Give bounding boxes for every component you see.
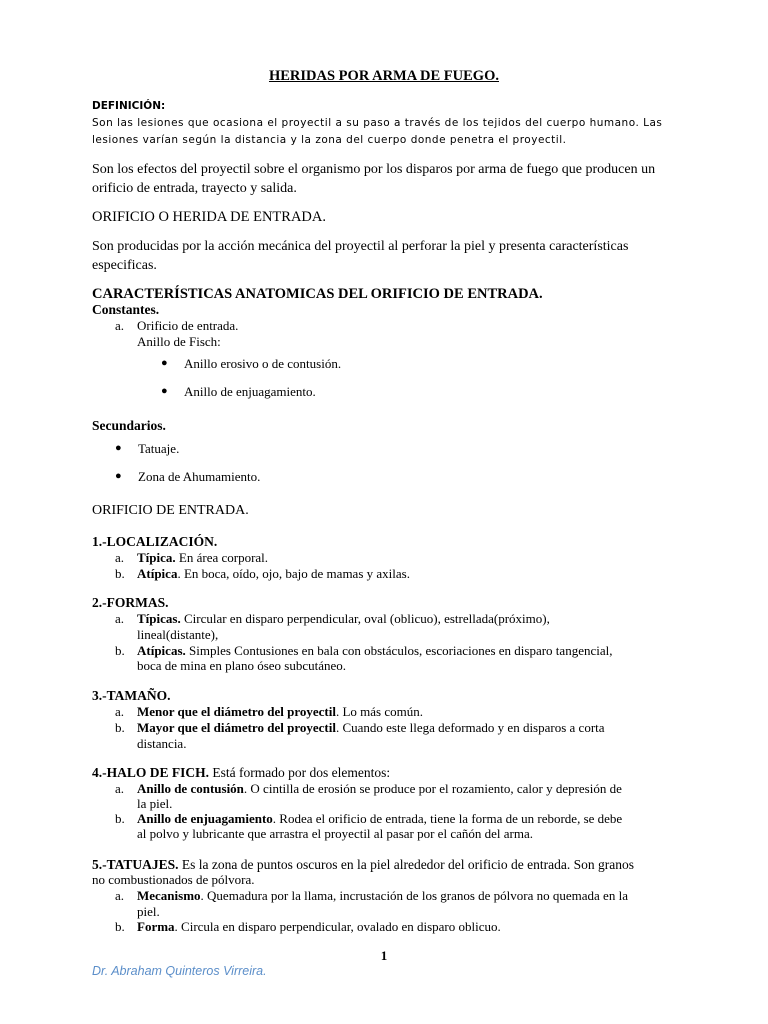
entrada-heading: ORIFICIO O HERIDA DE ENTRADA. [92,209,327,225]
formas-item-a-line2: lineal(distante), [137,627,219,642]
sub-bullet-2: Anillo de enjuagamiento. [184,384,316,399]
definition-line-1: Son las lesiones que ocasiona el proyectil a su paso a través de los tejidos del cuerpo humano. Las [92,117,663,129]
tamano-heading: 3.-TAMAÑO. [92,688,171,703]
bullet-icon: ● [115,470,122,482]
document-title: HERIDAS POR ARMA DE FUEGO. [268,68,499,84]
definition-line-2: lesiones varían según la distancia y la zona del cuerpo donde penetra el proyectil. [92,134,567,146]
item-letter: a. [115,611,125,626]
halo-item-a-line2: la piel. [137,796,173,811]
caracteristicas-heading: CARACTERÍSTICAS ANATOMICAS DEL ORIFICIO DE ENTRADA. [92,286,543,302]
constantes-item-a-line2: Anillo de Fisch: [137,334,221,349]
secundarios-bullet-1: Tatuaje. [138,441,180,456]
entrada-paragraph: Son producidas por la acción mecánica del proyectil al perforar la piel y presenta características especificas. [92,239,629,273]
halo-item-a-line1: Anillo de contusión. O cintilla de erosión se produce por el rozamiento, calor y depresión de [137,781,622,796]
item-letter: b. [115,811,125,826]
constantes-item-a-line1: Orificio de entrada. [137,318,239,333]
intro-paragraph: Son los efectos del proyectil sobre el organismo por los disparos por arma de fuego que producen un orificio de entrada, trayecto y salida. [92,162,656,196]
secundarios-bullet-2: Zona de Ahumamiento. [138,469,261,484]
tatuajes-heading: 5.-TATUAJES. Es la zona de puntos oscuros en la piel alrededor del orificio de entrada. Son granos [92,857,634,872]
item-letter: a. [115,781,125,796]
tamano-item-a: Menor que el diámetro del proyectil. Lo más común. [137,704,423,719]
localizacion-item-b: Atípica. En boca, oído, ojo, bajo de mamas y axilas. [137,566,410,581]
localizacion-item-a: Típica. En área corporal. [137,550,269,565]
constantes-label: Constantes. [92,302,160,317]
formas-item-b-line2: boca de mina en plano óseo subcutáneo. [137,658,347,673]
tatuajes-item-b: Forma. Circula en disparo perpendicular, ovalado en disparo oblicuo. [137,919,501,934]
orificio-heading: ORIFICIO DE ENTRADA. [92,503,249,518]
tatuajes-item-a-line1: Mecanismo. Quemadura por la llama, incrustación de los granos de pólvora no quemada en la [137,888,628,903]
halo-item-b-line1: Anillo de enjuagamiento. Rodea el orificio de entrada, tiene la forma de un reborde, se debe [137,811,623,826]
bullet-icon: ● [161,357,168,369]
tamano-item-b-line2: distancia. [137,736,187,751]
formas-item-b-line1: Atípicas. Simples Contusiones en bala con obstáculos, escoriaciones en disparo tangencial, [137,643,613,658]
item-letter: a. [115,550,125,565]
item-letter: b. [115,566,125,581]
localizacion-heading: 1.-LOCALIZACIÓN. [92,534,218,549]
formas-item-a-line1: Típicas. Circular en disparo perpendicular, oval (oblicuo), estrellada(próximo), [137,611,550,626]
secundarios-label: Secundarios. [92,418,166,433]
tatuajes-item-a-line2: piel. [137,904,160,919]
item-letter: a. [115,888,125,903]
formas-heading: 2.-FORMAS. [92,595,169,610]
item-letter: a. [115,318,125,333]
halo-item-b-line2: al polvo y lubricante que arrastra el proyectil al pasar por el cañón del arma. [137,826,533,841]
sub-bullet-1: Anillo erosivo o de contusión. [184,356,342,371]
tatuajes-heading-line2: no combustionados de pólvora. [92,872,255,887]
page-number: 1 [380,948,388,963]
bullet-icon: ● [161,385,168,397]
tamano-item-b-line1: Mayor que el diámetro del proyectil. Cuando este llega deformado y en disparos a corta [137,720,605,735]
halo-heading: 4.-HALO DE FICH. Está formado por dos elementos: [92,765,391,780]
item-letter: b. [115,643,125,658]
bullet-icon: ● [115,442,122,454]
item-letter: a. [115,704,125,719]
item-letter: b. [115,720,125,735]
definition-label: DEFINICIÓN: [92,100,166,112]
item-letter: b. [115,919,125,934]
footer-author: Dr. Abraham Quinteros Virreira. [92,964,267,978]
